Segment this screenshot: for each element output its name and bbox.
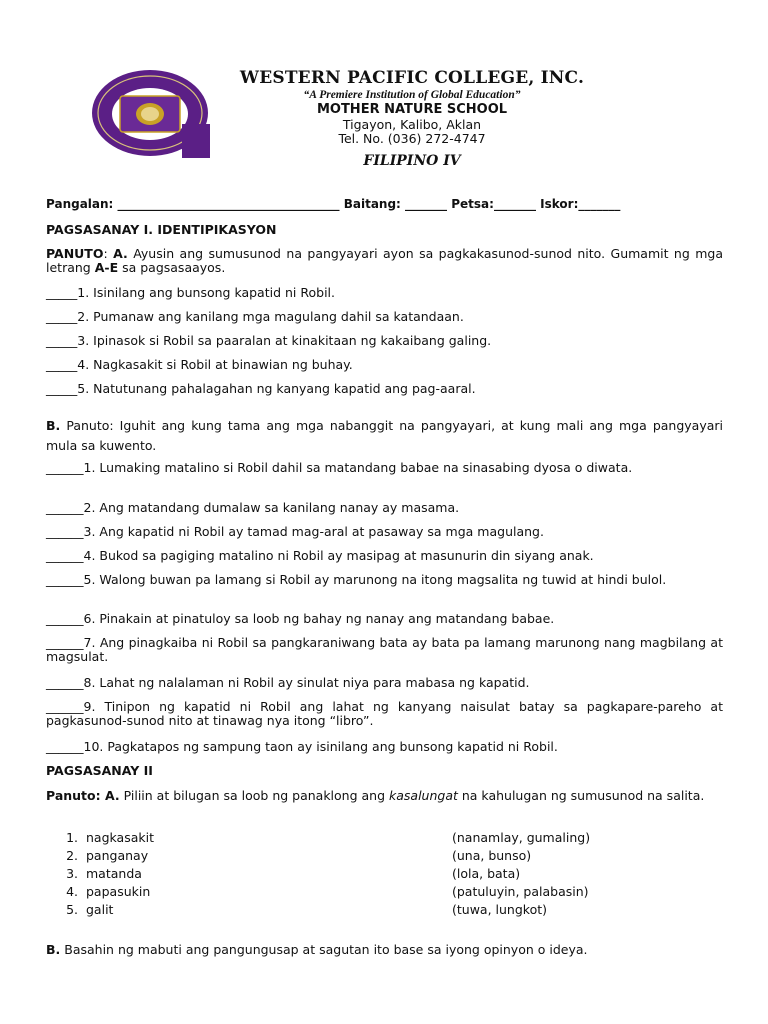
list-item: 2. panganay (una, bunso)	[66, 848, 532, 863]
answer-blank[interactable]: ______	[46, 524, 84, 539]
list-item: ______9. Tinipon ng kapatid ni Robil ang lahat ng kanyang naisulat batay sa pagkapare-pareho at pagkasunod-sunod nito at tinawag nya itong “libro”.	[46, 699, 723, 728]
list-item: _____2. Pumanaw ang kanilang mga magulang dahil sa katandaan.	[46, 309, 464, 324]
answer-blank[interactable]: ______	[46, 611, 84, 626]
school-address: Tigayon, Kalibo, Aklan	[342, 117, 482, 132]
list-item: 4. papasukin (patuluyin, palabasin)	[66, 884, 589, 899]
list-item: 5. galit (tuwa, lungkot)	[66, 902, 548, 917]
section2-partA-instructions: Panuto: A. Piliin at bilugan sa loob ng panaklong ang kasalungat na kahulugan ng sumusunod na salita.	[46, 788, 705, 803]
choice-options[interactable]: (lola, bata)	[452, 866, 521, 881]
list-item: ______8. Lahat ng nalalaman ni Robil ay sinulat niya para mabasa ng kapatid.	[46, 675, 530, 690]
school-telephone: Tel. No. (036) 272-4747	[338, 131, 486, 146]
answer-blank[interactable]: ______	[46, 635, 84, 650]
section2-title: PAGSASANAY II	[46, 763, 153, 778]
section1-partA-instructions: PANUTO: A. Ayusin ang sumusunod na pangyayari ayon sa pagkakasunod-sunod nito. Gumamit ng mga letrang A-E sa pagsasaayos.	[46, 246, 723, 275]
date-blank[interactable]: _______	[493, 197, 536, 211]
choice-options[interactable]: (tuwa, lungkot)	[452, 902, 548, 917]
name-label: Pangalan:	[46, 197, 114, 211]
choice-options[interactable]: (patuluyin, palabasin)	[452, 884, 589, 899]
section2-partB-instructions: B. Basahin ng mabuti ang pangungusap at sagutan ito base sa iyong opinyon o ideya.	[46, 942, 588, 957]
answer-blank[interactable]: _____	[46, 285, 78, 300]
answer-blank[interactable]: ______	[46, 675, 84, 690]
answer-blank[interactable]: _____	[46, 381, 78, 396]
answer-blank[interactable]: ______	[46, 572, 84, 587]
list-item: ______4. Bukod sa pagiging matalino ni Robil ay masipag at masunurin din siyang anak.	[46, 548, 594, 563]
list-item: ______3. Ang kapatid ni Robil ay tamad mag-aral at pasaway sa mga magulang.	[46, 524, 544, 539]
score-label: Iskor:	[540, 197, 579, 211]
grade-label: Baitang:	[343, 197, 401, 211]
list-item: _____5. Natutunang pahalagahan ng kanyang kapatid ang pag-aaral.	[46, 381, 476, 396]
list-item: ______1. Lumaking matalino si Robil dahil sa matandang babae na sinasabing dyosa o diwata.	[46, 460, 633, 475]
list-item: 1. nagkasakit (nanamlay, gumaling)	[66, 830, 591, 845]
college-name: WESTERN PACIFIC COLLEGE, INC.	[239, 68, 585, 88]
school-name: MOTHER NATURE SCHOOL	[316, 102, 508, 117]
student-info-fields	[46, 197, 723, 211]
college-motto: “A Premiere Institution of Global Education”	[303, 89, 521, 101]
subject-title: FILIPINO IV	[363, 153, 461, 169]
list-item: ______5. Walong buwan pa lamang si Robil ay marunong na itong magsalita ng tuwid at hindi bulol.	[46, 572, 667, 587]
answer-blank[interactable]: _____	[46, 309, 78, 324]
list-item: ______7. Ang pinagkaiba ni Robil sa pangkaraniwang bata ay bata pa lamang marunong nang magbilang at magsulat.	[46, 635, 723, 664]
list-item: ______6. Pinakain at pinatuloy sa loob ng bahay ng nanay ang matandang babae.	[46, 611, 555, 626]
answer-blank[interactable]: ______	[46, 500, 84, 515]
antonym-exercise-list	[46, 830, 723, 920]
answer-blank[interactable]: ______	[46, 460, 84, 475]
list-item: ______10. Pagkatapos ng sampung taon ay isinilang ang bunsong kapatid ni Robil.	[46, 739, 558, 754]
list-item: _____4. Nagkasakit si Robil at binawian ng buhay.	[46, 357, 353, 372]
answer-blank[interactable]: ______	[46, 739, 84, 754]
date-label: Petsa:	[451, 197, 494, 211]
list-item: ______2. Ang matandang dumalaw sa kanilang nanay ay masama.	[46, 500, 460, 515]
section1-partB-instructions: B. Panuto: Iguhit ang kung tama ang mga nabanggit na pangyayari, at kung mali ang mga pangyayari mula sa kuwento.	[46, 418, 723, 453]
section1-title: PAGSASANAY I. IDENTIPIKASYON	[46, 222, 277, 237]
choice-options[interactable]: (nanamlay, gumaling)	[452, 830, 591, 845]
list-item: 3. matanda (lola, bata)	[66, 866, 521, 881]
college-seal-logo	[90, 68, 210, 158]
name-blank[interactable]: _____________________________________	[117, 197, 340, 211]
list-item: _____3. Ipinasok si Robil sa paaralan at kinakitaan ng kakaibang galing.	[46, 333, 492, 348]
score-blank[interactable]: _______	[578, 197, 621, 211]
choice-options[interactable]: (una, bunso)	[452, 848, 532, 863]
list-item: _____1. Isinilang ang bunsong kapatid ni Robil.	[46, 285, 335, 300]
grade-blank[interactable]: _______	[405, 197, 448, 211]
answer-blank[interactable]: ______	[46, 699, 84, 714]
answer-blank[interactable]: ______	[46, 548, 84, 563]
answer-blank[interactable]: _____	[46, 333, 78, 348]
answer-blank[interactable]: _____	[46, 357, 78, 372]
